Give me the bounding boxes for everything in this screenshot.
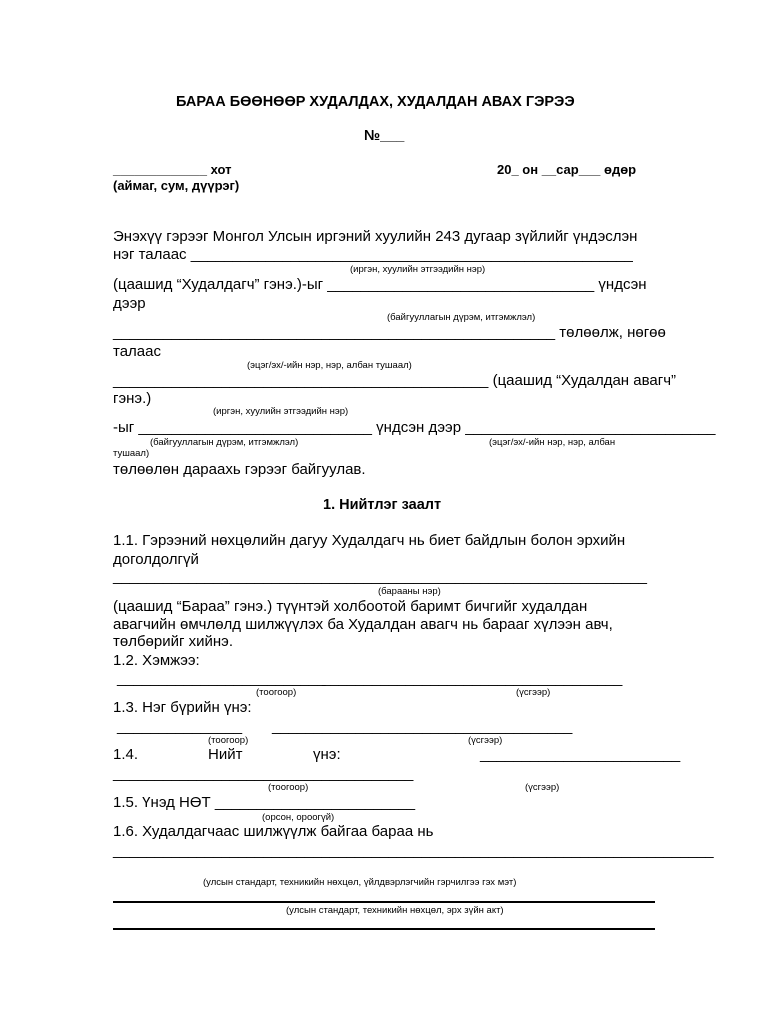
date-line: 20_ он __сар___ өдөр	[497, 162, 637, 177]
intro-line-4: дээр	[113, 295, 146, 312]
hint-representative: (эцэг/эх/-ийн нэр, нэр, албан тушаал)	[247, 360, 412, 371]
unit-price-number-line: _______________	[117, 718, 243, 735]
clause-1-6: 1.6. Худалдагчаас шилжүүлж байгаа бараа нь	[113, 823, 434, 840]
hint-total-words: (үсгээр)	[525, 782, 560, 793]
city-hint: (аймаг, сум, дүүрэг)	[113, 178, 240, 193]
hint-total-number: (тоогоор)	[268, 782, 309, 793]
clause-1-5: 1.5. Үнэд НӨТ ________________________	[113, 794, 416, 811]
hint-goods-name: (барааны нэр)	[378, 586, 441, 597]
quantity-number-line: _________________________	[117, 670, 326, 687]
clause-1-4-number: 1.4.	[113, 746, 139, 763]
hint-citizen-name: (иргэн, хуулийн этгээдийн нэр)	[350, 264, 486, 275]
divider-rule-bottom	[113, 928, 655, 930]
intro-line-8: гэнэ.)	[113, 390, 152, 407]
clause-1-1-line-d: авагчийн өмчлөлд шилжүүлэх ба Худалдан авагч нь барааг хүлээн авч,	[113, 616, 613, 633]
hint-unit-price-words: (үсгээр)	[468, 735, 503, 746]
document-number: №___	[364, 128, 405, 144]
clause-1-1-line-b: доголдолгүй	[113, 551, 199, 568]
clause-1-1-line-a: 1.1. Гэрээний нөхцөлийн дагуу Худалдагч нь биет байдлын болон эрхийн	[113, 532, 626, 549]
quantity-words-line: ____________________________________	[322, 670, 623, 687]
clause-1-2: 1.2. Хэмжээ:	[113, 652, 200, 669]
hint-buyer-representative: (эцэг/эх/-ийн нэр, нэр, албан	[489, 437, 616, 448]
clause-1-1-line-c: (цаашид “Бараа” гэнэ.) түүнтэй холбоотой баримт бичгийг худалдан	[113, 598, 588, 615]
intro-line-5: _____________________________________________________ төлөөлж, нөгөө	[113, 324, 666, 341]
clause-1-4-price: үнэ:	[313, 746, 341, 763]
intro-line-3: (цаашид “Худалдагч” гэнэ.)-ыг ________________________________ үндсэн	[113, 276, 647, 293]
intro-line-6: талаас	[113, 343, 161, 360]
intro-line-1: Энэхүү гэрээг Монгол Улсын иргэний хуулийн 243 дугаар зүйлийг үндэслэн	[113, 228, 638, 245]
intro-line-10: төлөөлөн дараахь гэрээг байгуулав.	[113, 461, 366, 478]
unit-price-words-line: ____________________________________	[272, 718, 573, 735]
total-price-words-line: ________________________	[480, 746, 681, 763]
document-title: БАРАА БӨӨНӨӨР ХУДАЛДАХ, ХУДАЛДАН АВАХ ГЭРЭЭ	[176, 94, 575, 110]
divider-rule	[113, 901, 655, 903]
intro-line-7: _____________________________________________ (цаашид “Худалдан авагч”	[113, 372, 677, 389]
hint-buyer-name: (иргэн, хуулийн этгээдийн нэр)	[213, 406, 349, 417]
hint-unit-price-number: (тоогоор)	[208, 735, 249, 746]
clause-1-4-total: Нийт	[208, 746, 243, 763]
intro-line-9: -ыг ____________________________ үндсэн дээр ______________________________	[113, 419, 716, 436]
total-price-number-line: ____________________________________	[113, 765, 414, 782]
section-heading: 1. Нийтлэг заалт	[323, 497, 442, 513]
clause-1-1-line-e: төлбөрийг хийнэ.	[113, 633, 233, 650]
goods-name-line: ________________________________________________________________	[113, 568, 647, 585]
goods-spec-line: ________________________________________________________________________	[113, 842, 714, 859]
clause-1-3: 1.3. Нэг бүрийн үнэ:	[113, 699, 252, 716]
hint-quantity-number: (тоогоор)	[256, 687, 297, 698]
hint-charter: (байгууллагын дүрэм, итгэмжлэл)	[387, 312, 536, 323]
hint-buyer-representative-cont: тушаал)	[113, 448, 150, 459]
hint-legal-act: (улсын стандарт, техникийн нөхцөл, эрх зүйн акт)	[286, 905, 504, 916]
hint-buyer-charter: (байгууллагын дүрэм, итгэмжлэл)	[150, 437, 299, 448]
city-line: _____________ хот	[113, 162, 232, 177]
intro-line-2: нэг талаас _____________________________________________________	[113, 246, 633, 263]
hint-quantity-words: (үсгээр)	[516, 687, 551, 698]
hint-goods-standard: (улсын стандарт, техникийн нөхцөл, үйлдвэрлэгчийн гэрчилгээ гэх мэт)	[203, 877, 517, 888]
hint-vat: (орсон, ороогүй)	[262, 812, 335, 823]
